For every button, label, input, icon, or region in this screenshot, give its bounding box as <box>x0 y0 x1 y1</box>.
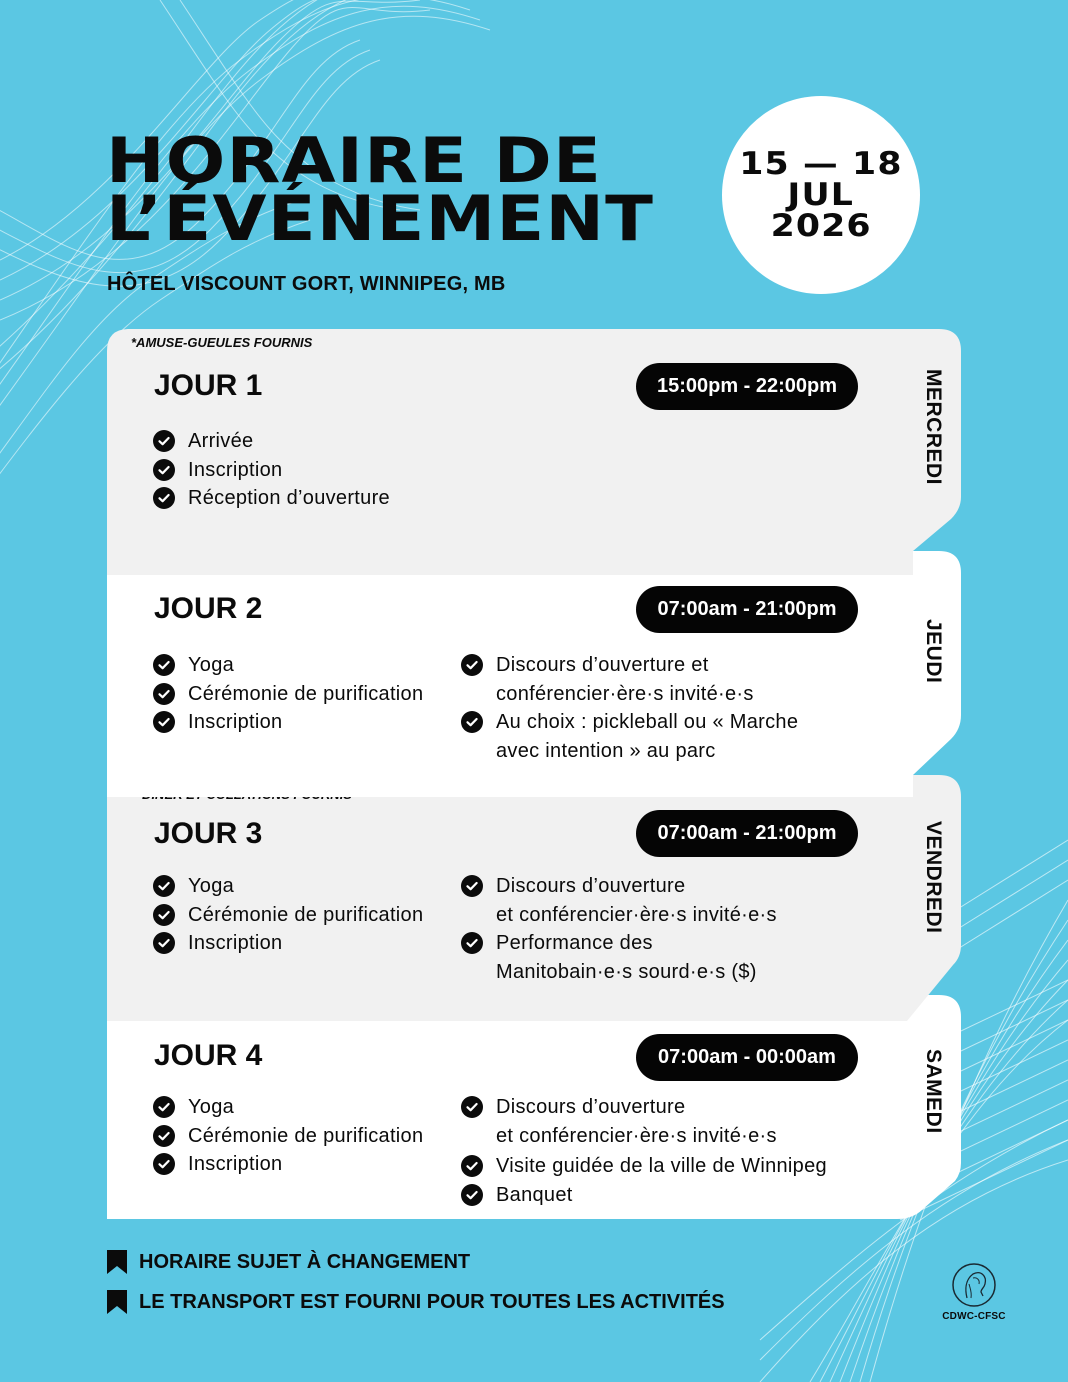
check-circle-icon <box>153 1153 175 1175</box>
check-circle-icon <box>153 711 175 733</box>
meal-note: *AMUSE-GUEULES FOURNIS <box>131 335 313 350</box>
list-item: Au choix : pickleball ou « Marche avec intention » au parc <box>461 708 798 765</box>
activity-list-left <box>153 872 423 958</box>
time-badge: 07:00am - 21:00pm <box>636 586 858 633</box>
day-title: JOUR 4 <box>154 1039 263 1072</box>
weekday-label: SAMEDI <box>922 1049 945 1134</box>
list-item: Discours d’ouverture et conférencier·ère·s invité·e·s <box>461 1093 827 1150</box>
list-item: Yoga <box>153 872 423 901</box>
title-line-1: HORAIRE DE <box>106 124 602 197</box>
time-badge: 07:00am - 21:00pm <box>636 810 858 857</box>
check-circle-icon <box>461 1155 483 1177</box>
bookmark-icon <box>107 1290 127 1314</box>
date-range: 15 — 18 <box>739 145 903 182</box>
list-item: Inscription <box>153 929 423 958</box>
day-card-3 <box>107 775 961 995</box>
list-item: Visite guidée de la ville de Winnipeg <box>461 1152 827 1181</box>
day-card-1 <box>107 329 961 551</box>
organization-logo <box>938 1262 1010 1322</box>
check-circle-icon <box>153 683 175 705</box>
date-badge <box>722 96 920 294</box>
list-item: Cérémonie de purification <box>153 1122 423 1151</box>
check-circle-icon <box>153 875 175 897</box>
profile-head-logo-icon <box>951 1262 997 1308</box>
list-item: Inscription <box>153 456 390 485</box>
list-item: Inscription <box>153 708 423 737</box>
day-card-2 <box>107 551 961 775</box>
activity-list-left <box>153 651 423 737</box>
page-title <box>106 124 655 255</box>
check-circle-icon <box>461 875 483 897</box>
day-title: JOUR 1 <box>154 369 263 402</box>
weekday-label: MERCREDI <box>922 369 945 486</box>
footer-note-schedule-change: HORAIRE SUJET À CHANGEMENT <box>107 1250 470 1274</box>
list-item: Yoga <box>153 651 423 680</box>
activity-list-right <box>461 651 798 765</box>
date-month: JUL <box>787 176 855 213</box>
check-circle-icon <box>153 459 175 481</box>
bookmark-icon <box>107 1250 127 1274</box>
venue-location: HÔTEL VISCOUNT GORT, WINNIPEG, MB <box>107 273 506 295</box>
time-badge: 15:00pm - 22:00pm <box>636 363 858 410</box>
check-circle-icon <box>153 1125 175 1147</box>
check-circle-icon <box>153 430 175 452</box>
list-item: Inscription <box>153 1150 423 1179</box>
check-circle-icon <box>461 711 483 733</box>
list-item: Arrivée <box>153 427 390 456</box>
check-circle-icon <box>153 1096 175 1118</box>
weekday-label: VENDREDI <box>922 821 945 934</box>
check-circle-icon <box>461 932 483 954</box>
check-circle-icon <box>461 1096 483 1118</box>
check-circle-icon <box>461 1184 483 1206</box>
date-year: 2026 <box>770 207 872 244</box>
day-title: JOUR 2 <box>154 592 263 625</box>
check-circle-icon <box>153 932 175 954</box>
day-card-4 <box>107 995 961 1219</box>
list-item: Yoga <box>153 1093 423 1122</box>
activity-list-left <box>153 427 390 513</box>
list-item: Réception d’ouverture <box>153 484 390 513</box>
check-circle-icon <box>153 487 175 509</box>
list-item: Cérémonie de purification <box>153 680 423 709</box>
list-item: Cérémonie de purification <box>153 901 423 930</box>
time-badge: 07:00am - 00:00am <box>636 1034 858 1081</box>
day-title: JOUR 3 <box>154 817 263 850</box>
check-circle-icon <box>461 654 483 676</box>
check-circle-icon <box>153 654 175 676</box>
title-line-2: L’ÉVÉNEMENT <box>106 182 655 255</box>
list-item: Performance des Manitobain·e·s sourd·e·s ($) <box>461 929 777 986</box>
list-item: Discours d’ouverture et conférencier·ère·s invité·e·s <box>461 872 777 929</box>
weekday-label: JEUDI <box>922 619 945 684</box>
logo-text: CDWC-CFSC <box>942 1311 1006 1322</box>
footer-note-transport: LE TRANSPORT EST FOURNI POUR TOUTES LES ACTIVITÉS <box>107 1290 725 1314</box>
list-item: Discours d’ouverture et conférencier·ère·s invité·e·s <box>461 651 798 708</box>
list-item: Banquet <box>461 1181 827 1210</box>
check-circle-icon <box>153 904 175 926</box>
activity-list-right <box>461 1093 827 1209</box>
activity-list-left <box>153 1093 423 1179</box>
activity-list-right <box>461 872 777 986</box>
